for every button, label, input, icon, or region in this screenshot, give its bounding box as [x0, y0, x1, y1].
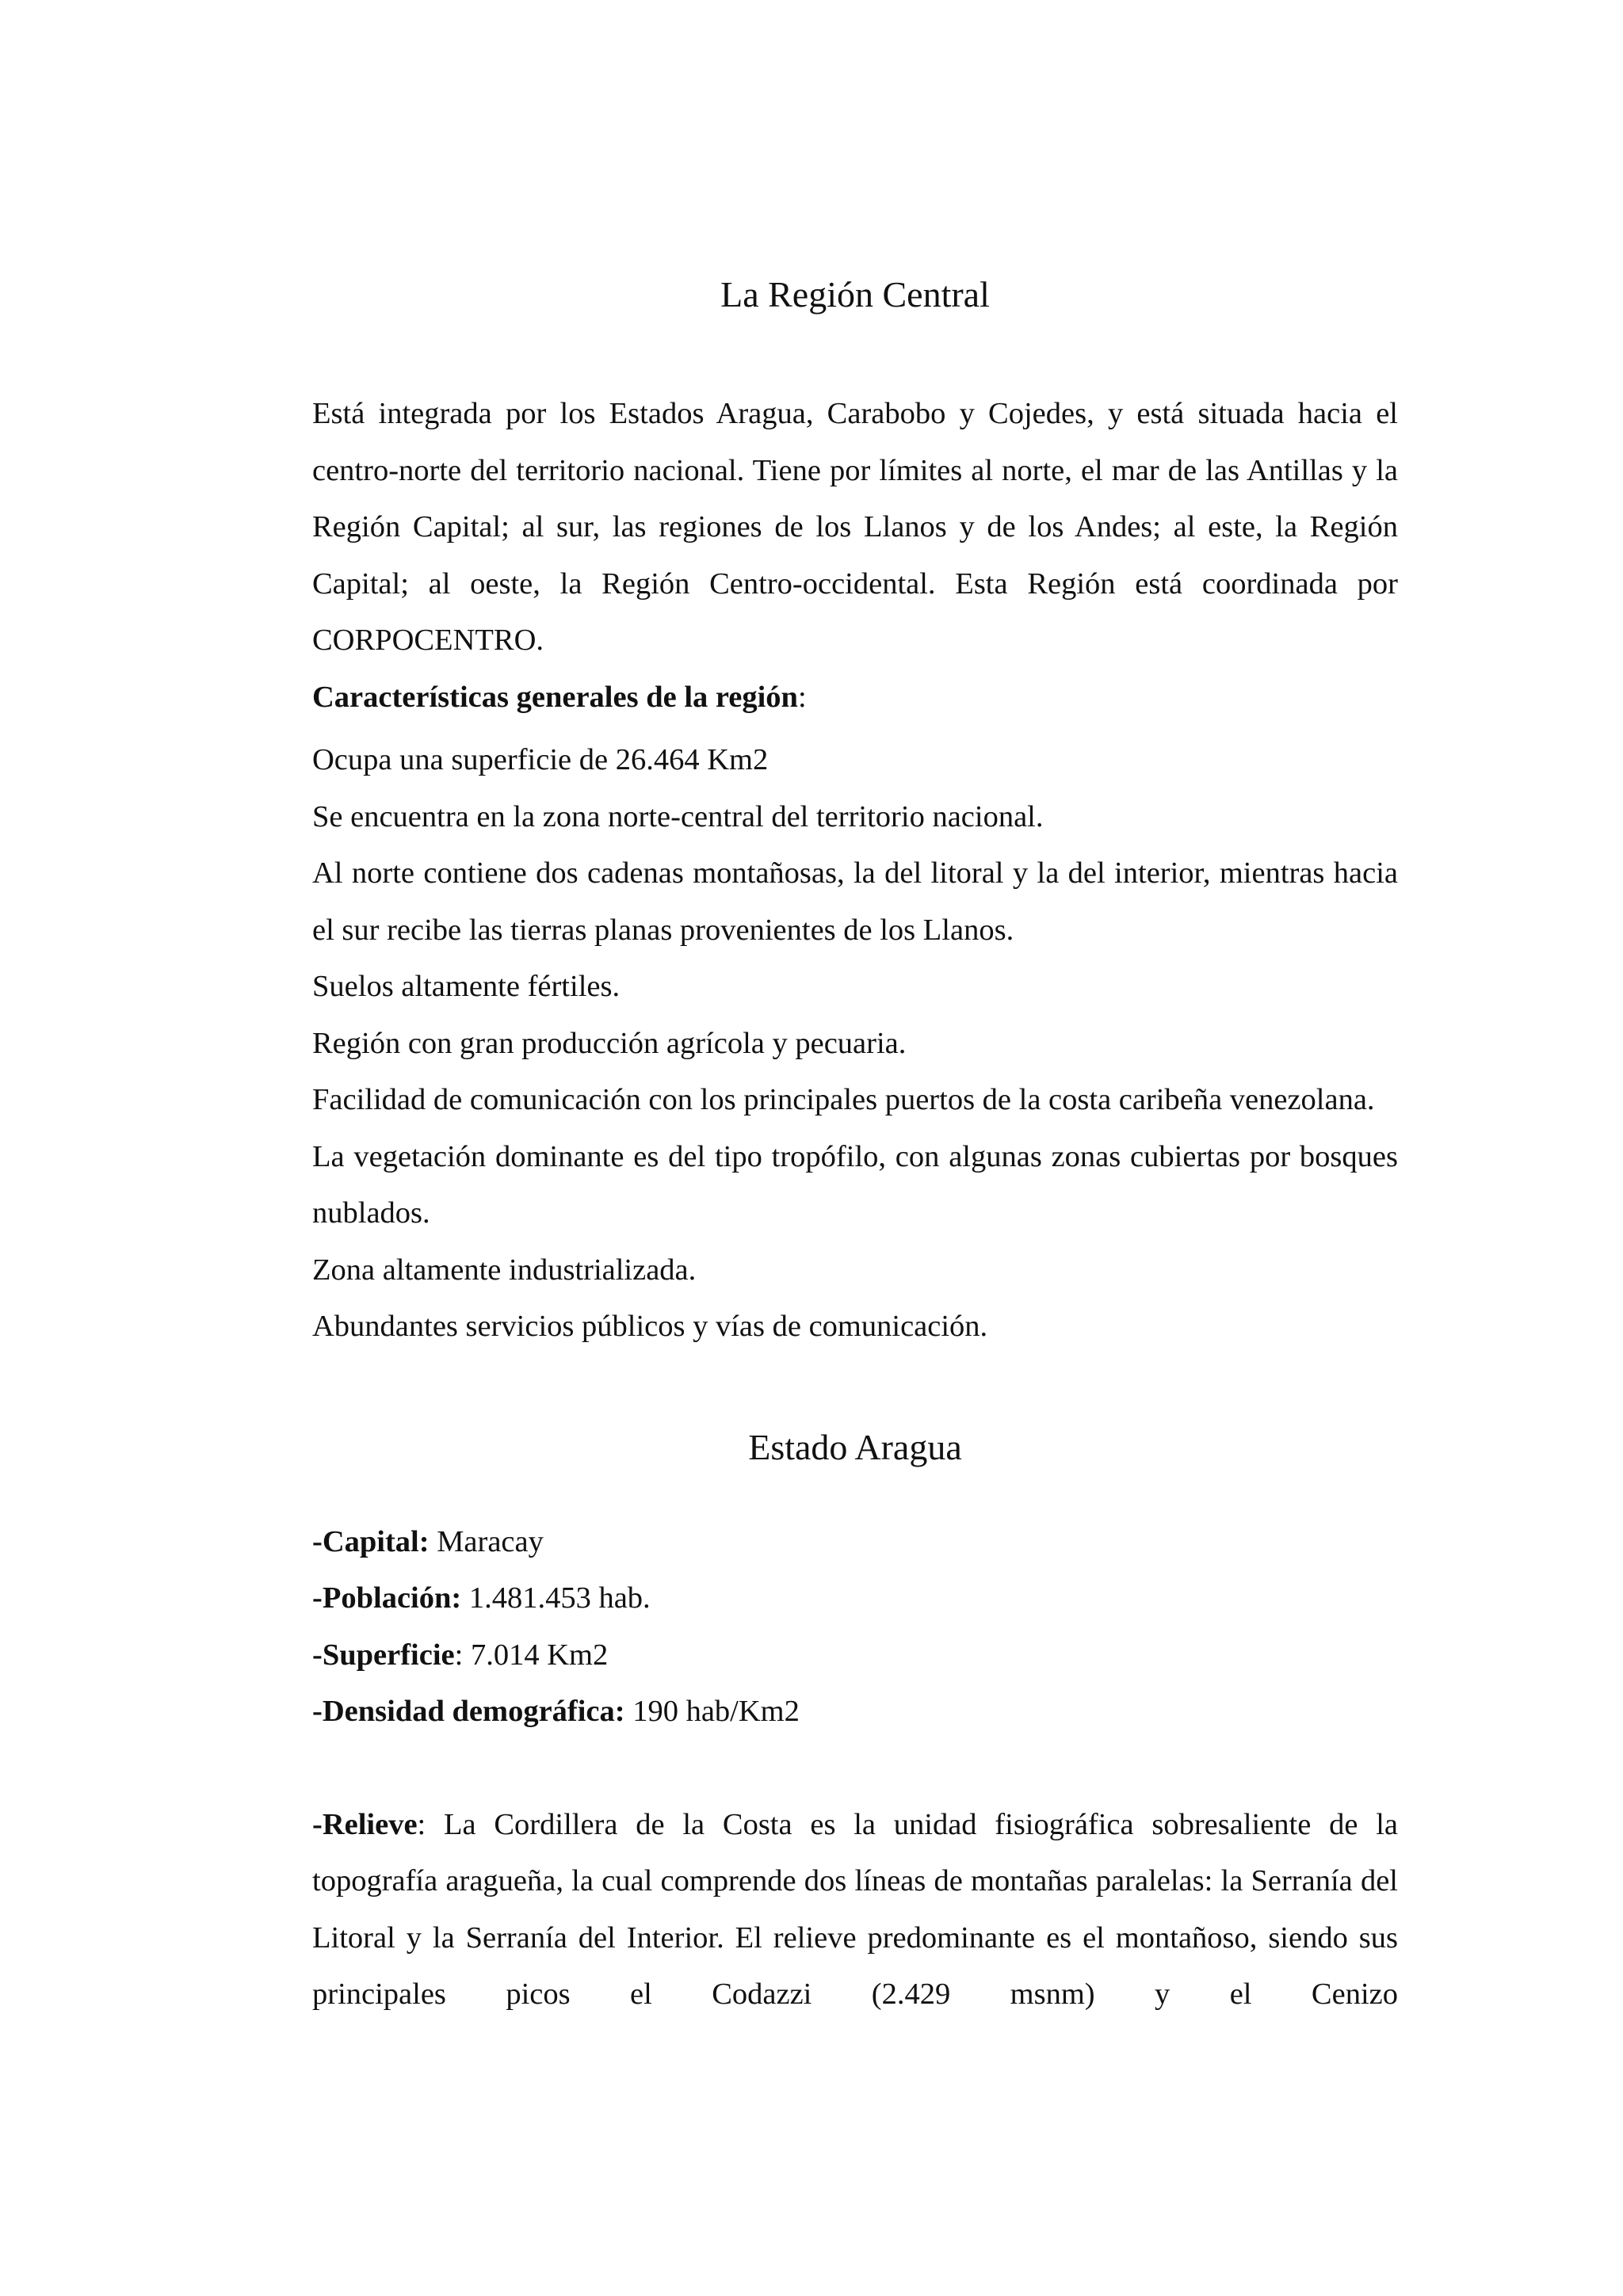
- characteristics-heading-line: [312, 669, 1398, 727]
- spacer: [312, 726, 1398, 732]
- density-fact: [312, 1684, 1398, 1741]
- surface-label: -Superficie: [312, 1638, 455, 1672]
- spacer: [312, 1481, 1398, 1514]
- characteristic-item: Zona altamente industrializada.: [312, 1253, 697, 1287]
- characteristic-item: Al norte contiene dos cadenas montañosas, la del litoral y la del interior, mientras hacia el sur recibe las tierras planas provenientes de los Llanos.: [312, 856, 1398, 947]
- characteristic-item: La vegetación dominante es del tipo tropófilo, con algunas zonas cubiertas por bosques nublados.: [312, 1139, 1398, 1230]
- population-label: -Población:: [312, 1581, 462, 1615]
- density-value: 190 hab/Km2: [624, 1695, 800, 1728]
- density-label: -Densidad demográfica:: [312, 1695, 625, 1728]
- surface-value: : 7.014 Km2: [454, 1638, 609, 1672]
- document-content: [312, 261, 1398, 2023]
- relieve-text: : La Cordillera de la Costa es la unidad fisiográfica sobresaliente de la topografía aragueña, la cual comprende dos líneas de montañas paralelas: la Serranía del Litoral y la Serranía del Interior. El relieve predominante es el montañoso, siendo sus principales picos el Codazzi (2.429 msnm) y el Cenizo: [312, 1807, 1398, 2011]
- characteristic-item: Ocupa una superficie de 26.464 Km2: [312, 743, 769, 776]
- population-value: 1.481.453 hab.: [461, 1581, 651, 1615]
- characteristic-item: Facilidad de comunicación con los principales puertos de la costa caribeña venezolana.: [312, 1083, 1375, 1116]
- relieve-label: -Relieve: [312, 1807, 418, 1841]
- state-title: Estado Aragua: [748, 1426, 962, 1467]
- capital-label: -Capital:: [312, 1524, 430, 1558]
- characteristic-item: Abundantes servicios públicos y vías de comunicación.: [312, 1310, 988, 1343]
- characteristic-item: Se encuentra en la zona norte-central del territorio nacional.: [312, 799, 1044, 833]
- characteristic-item: Región con gran producción agrícola y pecuaria.: [312, 1026, 907, 1060]
- characteristics-colon: :: [797, 680, 807, 714]
- page-title: La Región Central: [720, 274, 990, 315]
- characteristics-heading: Características generales de la región: [312, 680, 798, 714]
- spacer: [312, 1741, 1398, 1797]
- capital-value: Maracay: [429, 1524, 544, 1558]
- spacer: [312, 1356, 1398, 1414]
- relieve-paragraph: [312, 1797, 1398, 2023]
- surface-fact: [312, 1627, 1398, 1684]
- spacer: [312, 328, 1398, 386]
- capital-fact: [312, 1514, 1398, 1571]
- population-fact: [312, 1570, 1398, 1627]
- intro-paragraph: Está integrada por los Estados Aragua, Carabobo y Cojedes, y está situada hacia el centro-norte del territorio nacional. Tiene por límites al norte, el mar de las Antillas y la Región Capital; al sur, las regiones de los Llanos y de los Andes; al este, la Región Capital; al oeste, la Región Centro-occidental. Esta Región está coordinada por CORPOCENTRO.: [312, 397, 1398, 657]
- characteristic-item: Suelos altamente fértiles.: [312, 970, 621, 1003]
